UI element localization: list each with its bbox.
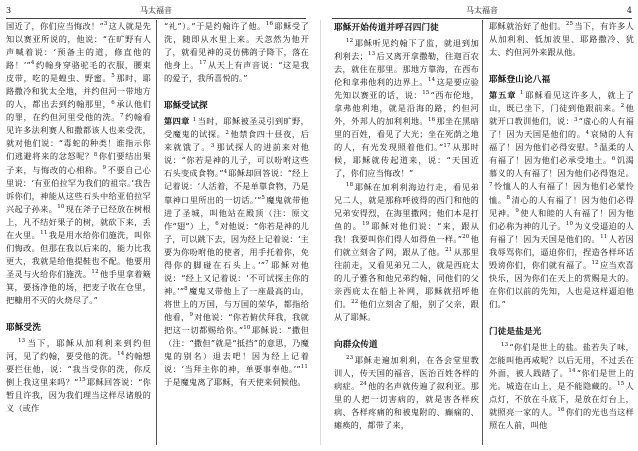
verse-number: 16 [265, 21, 274, 28]
verse-number: 15 [78, 377, 86, 384]
verse-text: 当下，耶稣从加利利来到约但河，见了约翰，要受他的洗。 [6, 338, 151, 362]
paragraph [489, 89, 634, 311]
verse-number: 8 [184, 286, 188, 293]
verse-text: 耶稣在加利利海边行走，看见弟兄二人，就是那称呼彼得的西门和他的兄弟安得烈，在海里撒网；他们本是打鱼的。 [334, 181, 479, 231]
verse-text: 他们立刻舍了船，别了父亲，跟从了耶稣。 [334, 298, 479, 322]
paragraph [489, 341, 634, 432]
verse-text: 为义受逼迫的人有福了！因为天国是他们的。 [489, 220, 634, 244]
verse-number: 3 [210, 142, 215, 149]
verse-text: 耶稣走遍加利利，在各会堂里教训人，传天国的福音，医治百姓各样的病症。 [334, 355, 479, 392]
verse-number: 11 [600, 233, 608, 240]
verse-number: 25 [565, 21, 574, 28]
verse-text: 于是魔鬼离了耶稣，有天使来伺候他。 [164, 377, 306, 388]
paragraph [334, 181, 479, 325]
verse-number: 18 [346, 181, 354, 188]
section-heading: 向群众传道 [334, 340, 378, 351]
verse-text: 哀恸的人有福了！因为他们必得安慰。 [489, 129, 634, 153]
verse-text: 清心的人有福了！因为他们必得见神。 [489, 194, 634, 218]
text-column-1 [6, 20, 151, 445]
left-page-header [6, 4, 306, 19]
verse-text: 他的名声就传遍了叙利亚。那里的人把一切害病的，就是害各样疾病、各样疼痛的和被鬼附的、癫痫的、瘫痪的，都带了来， [334, 381, 479, 431]
verse-text: 那坐在黑暗里的百姓，看见了大光；坐在死荫之地的人，有光发现照着他们。” [334, 116, 479, 153]
verse-number: 6 [215, 220, 219, 227]
verse-text: 应当欢喜快乐，因为你们在天上的赏赐是大的。在你们以前的先知，人也是这样逼迫他们。” [489, 259, 634, 309]
paragraph [6, 20, 151, 307]
verse-number: 13 [501, 342, 509, 349]
verse-text: 从那时候，耶稣就传起道来，说：“天国近了，你们应当悔改！” [334, 142, 479, 179]
paragraph [6, 337, 151, 415]
verse-number: 14 [117, 351, 125, 358]
verse-number: 13 [18, 338, 26, 345]
paragraph [334, 37, 479, 181]
verse-text: 耶稣却回答说：“经上记着说：‘人活着，不是单靠食物，乃是靠神口里所出的一切话。’” [164, 168, 309, 205]
paragraph [334, 354, 479, 432]
verse-text: “西布伦地，拿弗他利地，就是沿海的路，约但河外，外邦人的加利利地。 [334, 90, 479, 127]
verse-number: 4 [585, 129, 590, 136]
verse-number: 10 [243, 325, 251, 332]
text-column-4 [489, 20, 634, 445]
verse-number: 9 [102, 164, 107, 171]
left-page-number: 3 [6, 6, 12, 15]
section-heading: 耶稣受洗 [6, 323, 41, 334]
verse-text: 约翰看见许多法利赛人和撒都该人也来受洗，就对他们说：“毒蛇的种类！谁指示你们逃避将来的忿怒呢？ [6, 112, 151, 162]
verse-text: 耶稣对他说：“经上又记着说：‘不可试探主你的神。’” [164, 259, 309, 296]
verse-text: 耶稣受了洗，随即从水里上来。天忽然为他开了，就看见神的灵仿佛鸽子降下，落在他身上。 [164, 21, 309, 71]
verse-number: 1 [519, 90, 524, 97]
verse-number: 16 [427, 116, 436, 123]
verse-text: 对他说：“你若是神的儿子，可以跳下去，因为经上记着说：‘主要为你吩咐他的使者，用手托着你，免得你的脚碰在石头上。’” [164, 220, 309, 270]
verse-text: 后又离开拿撒勒，往迦百农去，就住在那里。那地方靠海，在西布伦和拿弗他利的边界上。 [334, 51, 479, 88]
verse-text: 他们就立刻舍了网，跟从了他。 [334, 233, 479, 257]
verse-text: 当下，有许多人从加利利、低加波里、耶路撒冷、犹太、约但河外来跟从他。 [489, 21, 634, 58]
right-running-title: 马太福音 [466, 6, 498, 15]
verse-text: 耶稣回答说：“你暂且许我，因为我们理当这样尽诸般的义（或作 [6, 377, 151, 414]
verse-number: 5 [594, 142, 598, 149]
verse-number: 6 [611, 155, 616, 162]
verse-text: 这是要应验先知以赛亚的话，说： [334, 77, 479, 101]
left-column-divider [156, 20, 157, 445]
section-heading: 耶稣受试探 [164, 101, 208, 112]
paragraph [164, 115, 309, 389]
verse-text: 耶稣就治好了他们。 [489, 21, 566, 31]
verse-number: 11 [300, 364, 308, 371]
verse-text: 这人就是先知以赛亚所说的，他说：“在旷野有人声喊着说：‘预备主的道，修直他的路！’” [6, 21, 151, 71]
page-spine [320, 20, 321, 445]
chapter-label: 第五章 [489, 90, 517, 101]
chapter-label: 第四章 [164, 116, 190, 127]
verse-number: 22 [351, 299, 359, 306]
verse-number: 7 [120, 112, 124, 119]
verse-text: 他手里拿着簸箕，要扬净他的场，把麦子收在仓里，把糠用不灭的火烧尽了。” [6, 268, 151, 305]
verse-text: 使人和睦的人有福了！因为他们必称为神的儿子。 [489, 207, 634, 231]
verse-text: 你们要结出果子来，与悔改的心相称。 [6, 151, 151, 175]
verse-text: 耶稣说：“撒但（注：“撒但”就是“抵挡”的意思，乃魔鬼的别名）退去吧！因为经上记着说：‘当拜主你的神，单要事奉他。’” [164, 324, 309, 375]
paragraph [489, 20, 634, 59]
verse-number: 2 [620, 103, 625, 110]
verse-number: 12 [591, 260, 599, 267]
right-page-header [332, 4, 632, 19]
verse-number: 7 [489, 181, 493, 188]
verse-text: 不要自己心里说：‘有亚伯拉罕为我们的祖宗。’我告诉你们，神能从这些石头中给亚伯拉罕兴起子孙来。 [6, 164, 151, 214]
verse-number: 20 [462, 233, 470, 240]
verse-text: 你们的光也当这样照在人前，叫他 [489, 407, 634, 431]
text-column-3 [334, 20, 479, 445]
verse-text: 怜恤人的人有福了！因为他们必蒙怜恤。 [489, 181, 634, 205]
verse-number: 24 [359, 381, 367, 388]
verse-number: 13 [368, 51, 376, 58]
verse-text: 对他说：“你若俯伏拜我，我就把这一切都赐给你。” [164, 311, 309, 335]
verse-number: 11 [40, 230, 48, 237]
right-column-divider [482, 20, 483, 445]
verse-text: 温柔的人有福了！因为他们必承受地土。 [489, 142, 634, 166]
left-running-title: 马太福音 [140, 6, 172, 15]
verse-number: 8 [506, 194, 511, 201]
verse-text: 那时，耶路撒冷和犹太全地，并约但河一带地方的人，都出去到约翰那里， [6, 73, 151, 110]
verse-number: 6 [111, 99, 115, 106]
verse-text: 约翰想要拦住他，说：“我当受你的洗，你反倒上我这里来吗？” [6, 351, 151, 388]
verse-number: 3 [574, 116, 578, 123]
verse-number: 10 [57, 203, 65, 210]
verse-text: 魔鬼就带他进了圣城，叫他站在殿顶（注：原文作“翅”）上， [164, 194, 309, 231]
verse-text: 耶稣看见这许多人，就上了山，既已坐下，门徒到他跟前来。 [489, 90, 634, 114]
verse-number: 1 [192, 116, 197, 123]
paragraph [164, 20, 309, 85]
verse-text: 他就开口教训他们，说： [489, 103, 634, 127]
verse-text: “虚心的人有福了！因为天国是他们的。 [489, 116, 634, 140]
verse-number: 23 [346, 355, 354, 362]
verse-number: 15 [617, 381, 625, 388]
verse-text: 从天上有声音说：“这是我的爱子，我所喜悦的。” [164, 60, 309, 84]
verse-text: 承认他们的罪，在约但河里受他的洗。 [6, 99, 151, 123]
verse-number: 12 [346, 38, 354, 45]
verse-text: “你们是世上的光。城造在山上，是不能隐藏的。 [489, 368, 634, 392]
verse-number: 8 [93, 151, 98, 158]
verse-number: 3 [103, 21, 108, 28]
verse-text: 耶稣对他们说：“来，跟从我！我要叫你们得人如得鱼一样。” [334, 220, 479, 244]
text-column-2 [164, 20, 309, 445]
section-heading: 门徒是盐是光 [489, 326, 542, 337]
verse-text: “你们是世上的盐。盐若失了味，怎能叫他再咸呢？以后无用，不过丢在外面，被人践踏了。 [489, 341, 634, 379]
verse-text: 当时，耶稣被圣灵引到旷野，受魔鬼的试探。 [164, 116, 309, 140]
verse-number: 16 [557, 407, 565, 414]
verse-text: 国近了，你们应当悔改！” [6, 21, 104, 31]
verse-text: 耶稣听见约翰下了监，就退到加利利去； [334, 38, 479, 62]
verse-number: 17 [443, 142, 451, 149]
verse-text: 现在斧子已经放在树根上，凡不结好果子的树，就砍下来，丢在火里。 [6, 203, 151, 240]
verse-number: 2 [225, 129, 230, 136]
verse-text: 从那里往前走，又看见弟兄二人，就是西庇太的儿子雅各和他兄弟约翰，同他们的父亲西庇太在船上补网，耶稣就招呼他们。 [334, 246, 479, 309]
verse-text: “礼”）。”于是约翰许了他。 [164, 21, 266, 31]
verse-number: 5 [111, 73, 115, 80]
verse-number: 12 [91, 269, 99, 276]
verse-number: 7 [265, 260, 269, 267]
verse-number: 14 [427, 77, 436, 84]
verse-text: 约翰身穿骆驼毛的衣服，腰束皮带，吃的是蝗虫、野蜜。 [6, 60, 151, 84]
verse-text: 人点灯，不放在斗底下，是放在灯台上，就照亮一家的人。 [489, 381, 634, 418]
verse-number: 10 [565, 220, 574, 227]
verse-text: 他禁食四十昼夜，后来就饿了。 [164, 129, 309, 153]
verse-number: 4 [30, 60, 35, 67]
verse-text: 饥渴慕义的人有福了！因为他们必得饱足。 [489, 155, 634, 179]
section-heading: 耶稣登山论八福 [489, 75, 551, 86]
right-page-number: 4 [626, 6, 632, 15]
verse-number: 21 [445, 247, 453, 254]
verse-number: 4 [223, 168, 228, 175]
verse-number: 9 [189, 312, 194, 319]
verse-number: 17 [199, 60, 207, 67]
verse-number: 9 [515, 207, 519, 214]
verse-number: 15 [422, 90, 430, 97]
verse-number: 19 [362, 220, 370, 227]
verse-number: 14 [568, 368, 576, 375]
verse-number: 5 [261, 194, 266, 201]
section-heading: 耶稣开始传道并呼召四门徒 [334, 23, 439, 33]
verse-text: 那试探人的进前来对他说：“你若是神的儿子，可以吩咐这些石头变成食物。” [164, 142, 309, 179]
verse-text: 我是用水给你们施洗，叫你们悔改。但那在我以后来的，能力比我更大，我就是给他提鞋也不配。他要用圣灵与火给你们施洗。 [6, 229, 151, 279]
verse-text: 魔鬼又带他上了一座最高的山，将世上的万国，与万国的荣华，都指给他看， [164, 285, 309, 322]
verse-text: 人若因我辱骂你们，逼迫你们，捏造各样坏话毁谤你们，你们就有福了。 [489, 233, 634, 270]
